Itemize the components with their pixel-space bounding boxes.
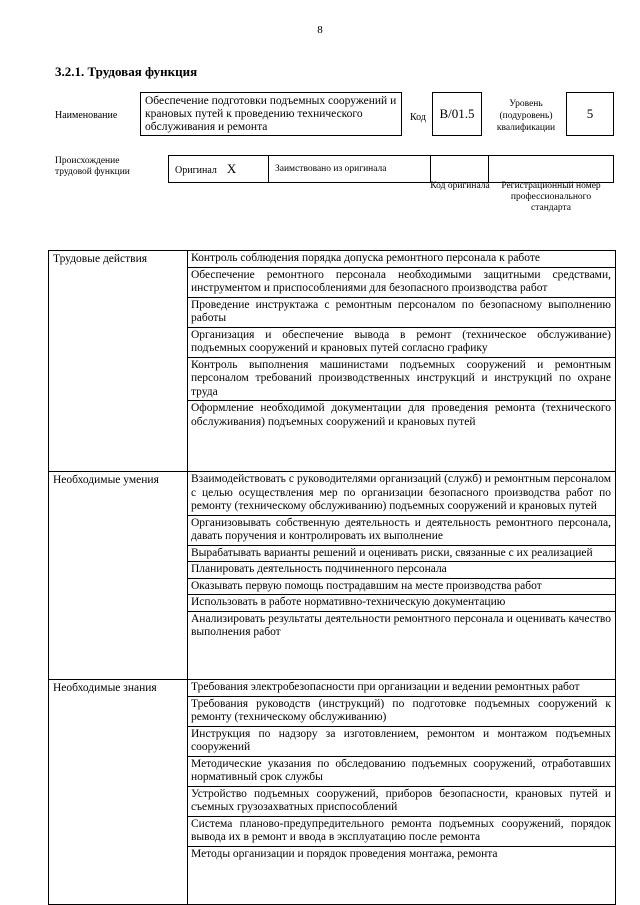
- list-item: Контроль выполнения машинистами подъемных сооружений и ремонтным персоналом требований производственных инструкций и инструкций по охране труда: [188, 358, 615, 402]
- section-row: [49, 251, 616, 472]
- original-label: Оригинал: [175, 165, 217, 176]
- list-item: Оформление необходимой документации для проведения ремонта (технического обслуживания) подъемных сооружений и крановых путей: [191, 402, 611, 428]
- list-item: Методы организации и порядок проведения монтажа, ремонта: [191, 847, 498, 860]
- list-item: Контроль соблюдения порядка допуска ремонтного персонала к работе: [188, 251, 615, 268]
- list-item: Использовать в работе нормативно-техническую документацию: [188, 595, 615, 612]
- section-title-cell: Необходимые умения: [49, 472, 188, 680]
- code-label: Код: [410, 112, 426, 123]
- original-cell: [169, 156, 269, 182]
- section-row: [49, 680, 616, 905]
- function-name-box: Обеспечение подготовки подъемных сооружений и крановых путей к проведению технического обслуживания и ремонта: [140, 92, 402, 136]
- borrowed-label: Заимствовано из оригинала: [269, 156, 431, 182]
- section-row: [49, 472, 616, 680]
- list-item: Организация и обеспечение вывода в ремонт (техническое обслуживание) подъемных сооружений и крановых путей согласно графику: [188, 328, 615, 358]
- origin-label: Происхождение трудовой функции: [55, 156, 130, 177]
- list-item: Взаимодействовать с руководителями организаций (служб) и ремонтным персоналом с целью осуществления мер по организации безопасного производства работ по ремонту (техническому обслуживанию) подъемных сооружений и крановых путей: [188, 472, 615, 516]
- list-item: Вырабатывать варианты решений и оценивать риски, связанные с их реализацией: [188, 546, 615, 563]
- list-item: Требования руководств (инструкций) по подготовке подъемных сооружений к ремонту (техническому обслуживанию): [188, 697, 615, 727]
- original-mark: X: [226, 161, 237, 176]
- function-details-table: [48, 250, 616, 905]
- list-item: Устройство подъемных сооружений, приборов безопасности, крановых путей и съемных грузозахватных приспособлений: [188, 787, 615, 817]
- list-item: Методические указания по обследованию подъемных сооружений, отработавших нормативный срок службы: [188, 757, 615, 787]
- level-value: 5: [566, 92, 614, 136]
- section-items-cell: [188, 680, 616, 905]
- list-item: Обеспечение ремонтного персонала необходимыми защитными средствами, инструментом и приспособлениями для безопасного производства работ: [188, 268, 615, 298]
- section-title-cell: Трудовые действия: [49, 251, 188, 472]
- section-items-cell: [188, 472, 616, 680]
- list-item: Оказывать первую помощь пострадавшим на месте производства работ: [188, 579, 615, 596]
- code-value: B/01.5: [432, 92, 482, 136]
- list-item: Инструкция по надзору за изготовлением, ремонтом и монтажом подъемных сооружений: [188, 727, 615, 757]
- section-title: 3.2.1. Трудовая функция: [55, 64, 198, 79]
- list-item: Требования электробезопасности при организации и ведении ремонтных работ: [188, 680, 615, 697]
- code-original-cell: [431, 156, 489, 182]
- list-item: Организовывать собственную деятельность и деятельность ремонтного персонала, давать поручения и контролировать их выполнение: [188, 516, 615, 546]
- code-original-label: Код оригинала: [430, 181, 490, 191]
- level-label: Уровень (подуровень) квалификации: [496, 99, 556, 133]
- list-item: Проведение инструктажа с ремонтным персоналом по безопасному выполнению работы: [188, 298, 615, 328]
- reg-number-label: Регистрационный номер профессионального стандарта: [501, 181, 601, 213]
- page-number: 8: [317, 24, 323, 36]
- list-item: Анализировать результаты деятельности ремонтного персонала и оценивать качество выполнения работ: [191, 612, 611, 639]
- section-title-cell: Необходимые знания: [49, 680, 188, 905]
- reg-number-cell: [489, 156, 613, 182]
- origin-table: [168, 155, 614, 183]
- section-items-cell: [188, 251, 616, 472]
- list-item: Система планово-предупредительного ремонта подъемных сооружений, порядок вывода их в ремонт и ввода в эксплуатацию после ремонта: [188, 817, 615, 847]
- name-label: Наименование: [55, 110, 118, 121]
- list-item: Планировать деятельность подчиненного персонала: [188, 562, 615, 579]
